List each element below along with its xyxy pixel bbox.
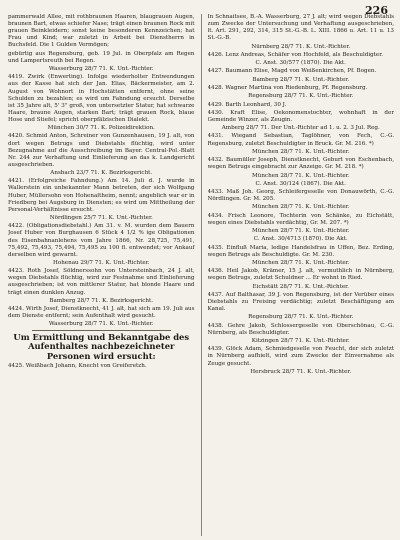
entry-signature: Regensburg 28/7 71. K. Unt.-Richter. [248,93,354,100]
text-entry: 4420. Schmid Anton, Schreiner von Gunzenhausen, 19 J. alt, von dort wegen Betrugs und Diebstahls flüchtig, wird unter Bezugnahme auf die Ausschreibung im Bayer. Central-Pol.-Blatt Nr. 244 zur Verhaftung und Einlieferung an das k. Landgericht ausgeschrieben. [8,133,195,168]
entry-signature: Regensburg 28/7 71. K. Unt.-Richter. [248,314,354,321]
text-entry: pammerwald Allee, mit rothbraunen Haaren, blaugrauen Augen, braunen Bart, etwas schiefer Nase; trägt einen braunen Rock mit grauen Beinkleidern; sonst keine besonderen Kennzeichen; hat Frau und Kind; war zuletzt in Arbeit bei Dienstherrn in Buchsfeld. Die 1 Gulden Vermögen; [8,14,195,49]
text-entry: 4424. Wirth Josef, Dienstknecht, 41 J. alt, hat sich am 19. Juli aus dem Dienste entfernt; sein Aufenthalt wird gesucht. [8,306,195,320]
entry-signature: Hohenau 29/7 71. K. Unt.-Richter. [52,259,150,266]
left-column [8,14,195,536]
text-entry: 4431. Wiegand Sebastian, Taglöhner, von Fech, C.-G. Regensburg, zuletzt Beschuldigter in Bruck. Gr. M. 216. *) [207,133,394,147]
entry-signature: Nördlingen 25/7 71. K. Unt.-Richter. [49,215,153,222]
text-entry: 4435. Einfluß Maria, ledige Handelsfrau in Uffen, Bez. Erding, wegen Betrugs als Beschuldigte. Gr. M. 230. [207,244,394,258]
entry-signature: München 28/7 71. K. Unt.-Richter. [252,172,350,179]
entry-signature: München 28/7 71. K. Unt.-Richter. [252,204,350,211]
entry-signature: C. Anst. 30/577 (1870). Die Akt. [255,60,346,67]
page-number: 226 [365,4,388,17]
text-entry: In Schnaitsee, B.-A. Wasserburg, 27 J. alt; wird wegen Diebstahls zum Zwecke der Untersuchung und Verhaftung ausgeschrieben, lt. Art. 291, 292, 314, 315 St.-G.-B. L. XIII. 1866 u. Art. 11 u. 13 St.-G.-B. [207,14,394,42]
text-entry: 4429. Barth Leonhard, 30 J. [207,101,287,108]
section-heading: Um Ermittlung und Bekanntgabe des Aufenthaltes nachbezeichneter Personen wird ersucht: [13,331,190,361]
text-entry: 4426. Lenz Andreas, Schäfer von Hochfeld, als Beschuldigter. [207,51,384,58]
entry-signature: Bamberg 28/7 71. K. Unt.-Richter. [252,76,350,83]
text-entry: 4436. Heil Jakob, Krämer, 15 J. alt, vermuthlich in Nürnberg, wegen Betrugs, zuletzt Schuldner ... Er wohnt in Ried. [207,268,394,282]
text-entry: 4437. Auf Balthasar, 39 J. von Regensburg, ist der Verüber eines Diebstahls zu Freising verdächtig; zuletzt Beschäftigung am Kanal. [207,291,394,313]
text-entry: 4430. Kraft Elise, Oekonomenstochter, wohnhaft in der Gemeinde Winzer, als Zeugin. [207,109,394,123]
text-entry: 4421. (Erfolgreiche Fahndung.) Am 14. Juli d. J. wurde in Wallerstein ein unbekannter Mann betreten, der sich Wolfgang Huber, Müllersohn von Hohenaltheim, nennt; angeblich war er in Friedberg bei Augsburg in Diensten; es wird um Mittheilung der Personal-Verhältnisse ersucht. [8,178,195,213]
text-entry: 4423. Roth Josef, Söldnerssohn von Untersteinbach, 24 J. alt, wegen Diebstahls flüchtig, wird zur Festnahme und Einlieferung ausgeschrieben; ist von mittlerer Statur, hat blonde Haare und trägt einen dunklen Anzug. [8,268,195,296]
text-entry: 4427. Baumann Elise, Magd von Weißenkirchen, Pf. Bogen. [207,68,377,75]
text-entry: 4428. Wagner Martina von Riedenburg, Pf. Regensburg. [207,84,368,91]
entry-signature: Eichstätt 28/7 71. K. Unt.-Richter. [252,283,349,290]
right-column [208,14,395,536]
text-entry: 4438. Gehre Jakob, Schlossergeselle von Oberschönau, C.-G. Nürnberg, als Beschuldigter. [207,322,394,336]
entry-signature: München 28/7 71. K. Unt.-Richter. [252,228,350,235]
text-entry: 4425. Weißbach Johann, Knecht von Greiferetzh. [8,362,147,369]
text-entry: 4432. Baumüller Joseph, Dienstknecht, Geburt von Eschenbach, wegen Betrugs eingebracht zur Anzeige. Gr. M. 218. *) [207,157,394,171]
entry-signature: Wasserburg 28/7 71. K. Unt.-Richter. [48,321,154,328]
entry-signature: Hersbruck 28/7 71. K. Unt.-Richter. [250,368,352,375]
entry-signature: Kitzingen 28/7 71. K. Unt.-Richter. [251,338,350,345]
entry-signature: Wasserburg 28/7 71. K. Unt.-Richter. [48,66,154,73]
text-entry: 4433. Maß Joh. Georg, Schleifergeselle von Donauwörth, C.-G. Nördlingen. Gr. M. 205. [207,189,394,203]
entry-signature: Bamberg 28/7 71. K. Bezirksgericht. [49,297,154,304]
entry-signature: München 28/7 71. K. Unt.-Richter. [252,260,350,267]
text-entry: 4419. Zwirk (Enwerting). Infolge wiederholter Entwendungen aus der Kasse hat sich der Jan. Elias, Bäckermeister, am 2. August von Wohnort in Hochstätten entfernt, ohne seine Schulden zu bezahlen; es wird um Fahndung ersucht. Derselbe ist 35 Jahre alt, 5' 3" groß, von untersetzter Statur, hat schwarze Haare, braune Augen, starken Bart; trägt grauen Rock, blaue Hose und Stiefel; spricht oberpfälzischen Dialekt. [8,74,195,123]
entry-signature: Ansbach 23/7 71. K. Bezirksgericht. [50,170,153,177]
page-columns [8,14,394,536]
entry-signature: München 30/7 71. K. Polizeidirektion. [47,125,155,132]
column-divider [201,14,202,536]
entry-signature: Amberg 28/7 71. Der Unt.-Richter ad 1. u. 2. 3 Jul. Reg. [221,125,380,132]
text-entry: gebürtig aus Regensburg, geb. 19 Jul. in Oberpfalz am Regen und Lampertsreuth bei Regen. [8,50,195,64]
text-entry: 4434. Frisch Leonore, Tochterin von Schänke, zu Eichstätt, wegen eines Diebstahls verdächtig, Gr. M. 207. *) [207,212,394,226]
text-entry: 4422. (Obligationsdiebstahl.) Am 31. v. M. wurden dem Bauern Josef Huber von Burghausen 6 Stück 4 1/2 % ige Obligationen des Eisenbahnanlehens vom Jahre 1866, Nr. 28,725, 75,491, 75,492, 75,493, 75,494, 75,495 zu 100 fl. entwendet; vor Ankauf derselben wird gewarnt. [8,223,195,258]
text-entry: 4439. Glöck Adam, Schmiedgeselle von Feucht, der sich zuletzt in Nürnberg aufhielt, wird zum Zwecke der Einvernahme als Zeuge gesucht. [207,346,394,367]
entry-signature: C. Anst. 30/124 (1867). Die Akt. [255,180,346,187]
entry-signature: Nürnberg 28/7 71. K. Unt.-Richter. [251,43,351,50]
entry-signature: C. Anst. 30/4713 (1870). Die Akt. [253,236,348,243]
section-rule [32,330,171,331]
entry-signature: München 28/7 71. K. Unt.-Richter. [252,148,350,155]
